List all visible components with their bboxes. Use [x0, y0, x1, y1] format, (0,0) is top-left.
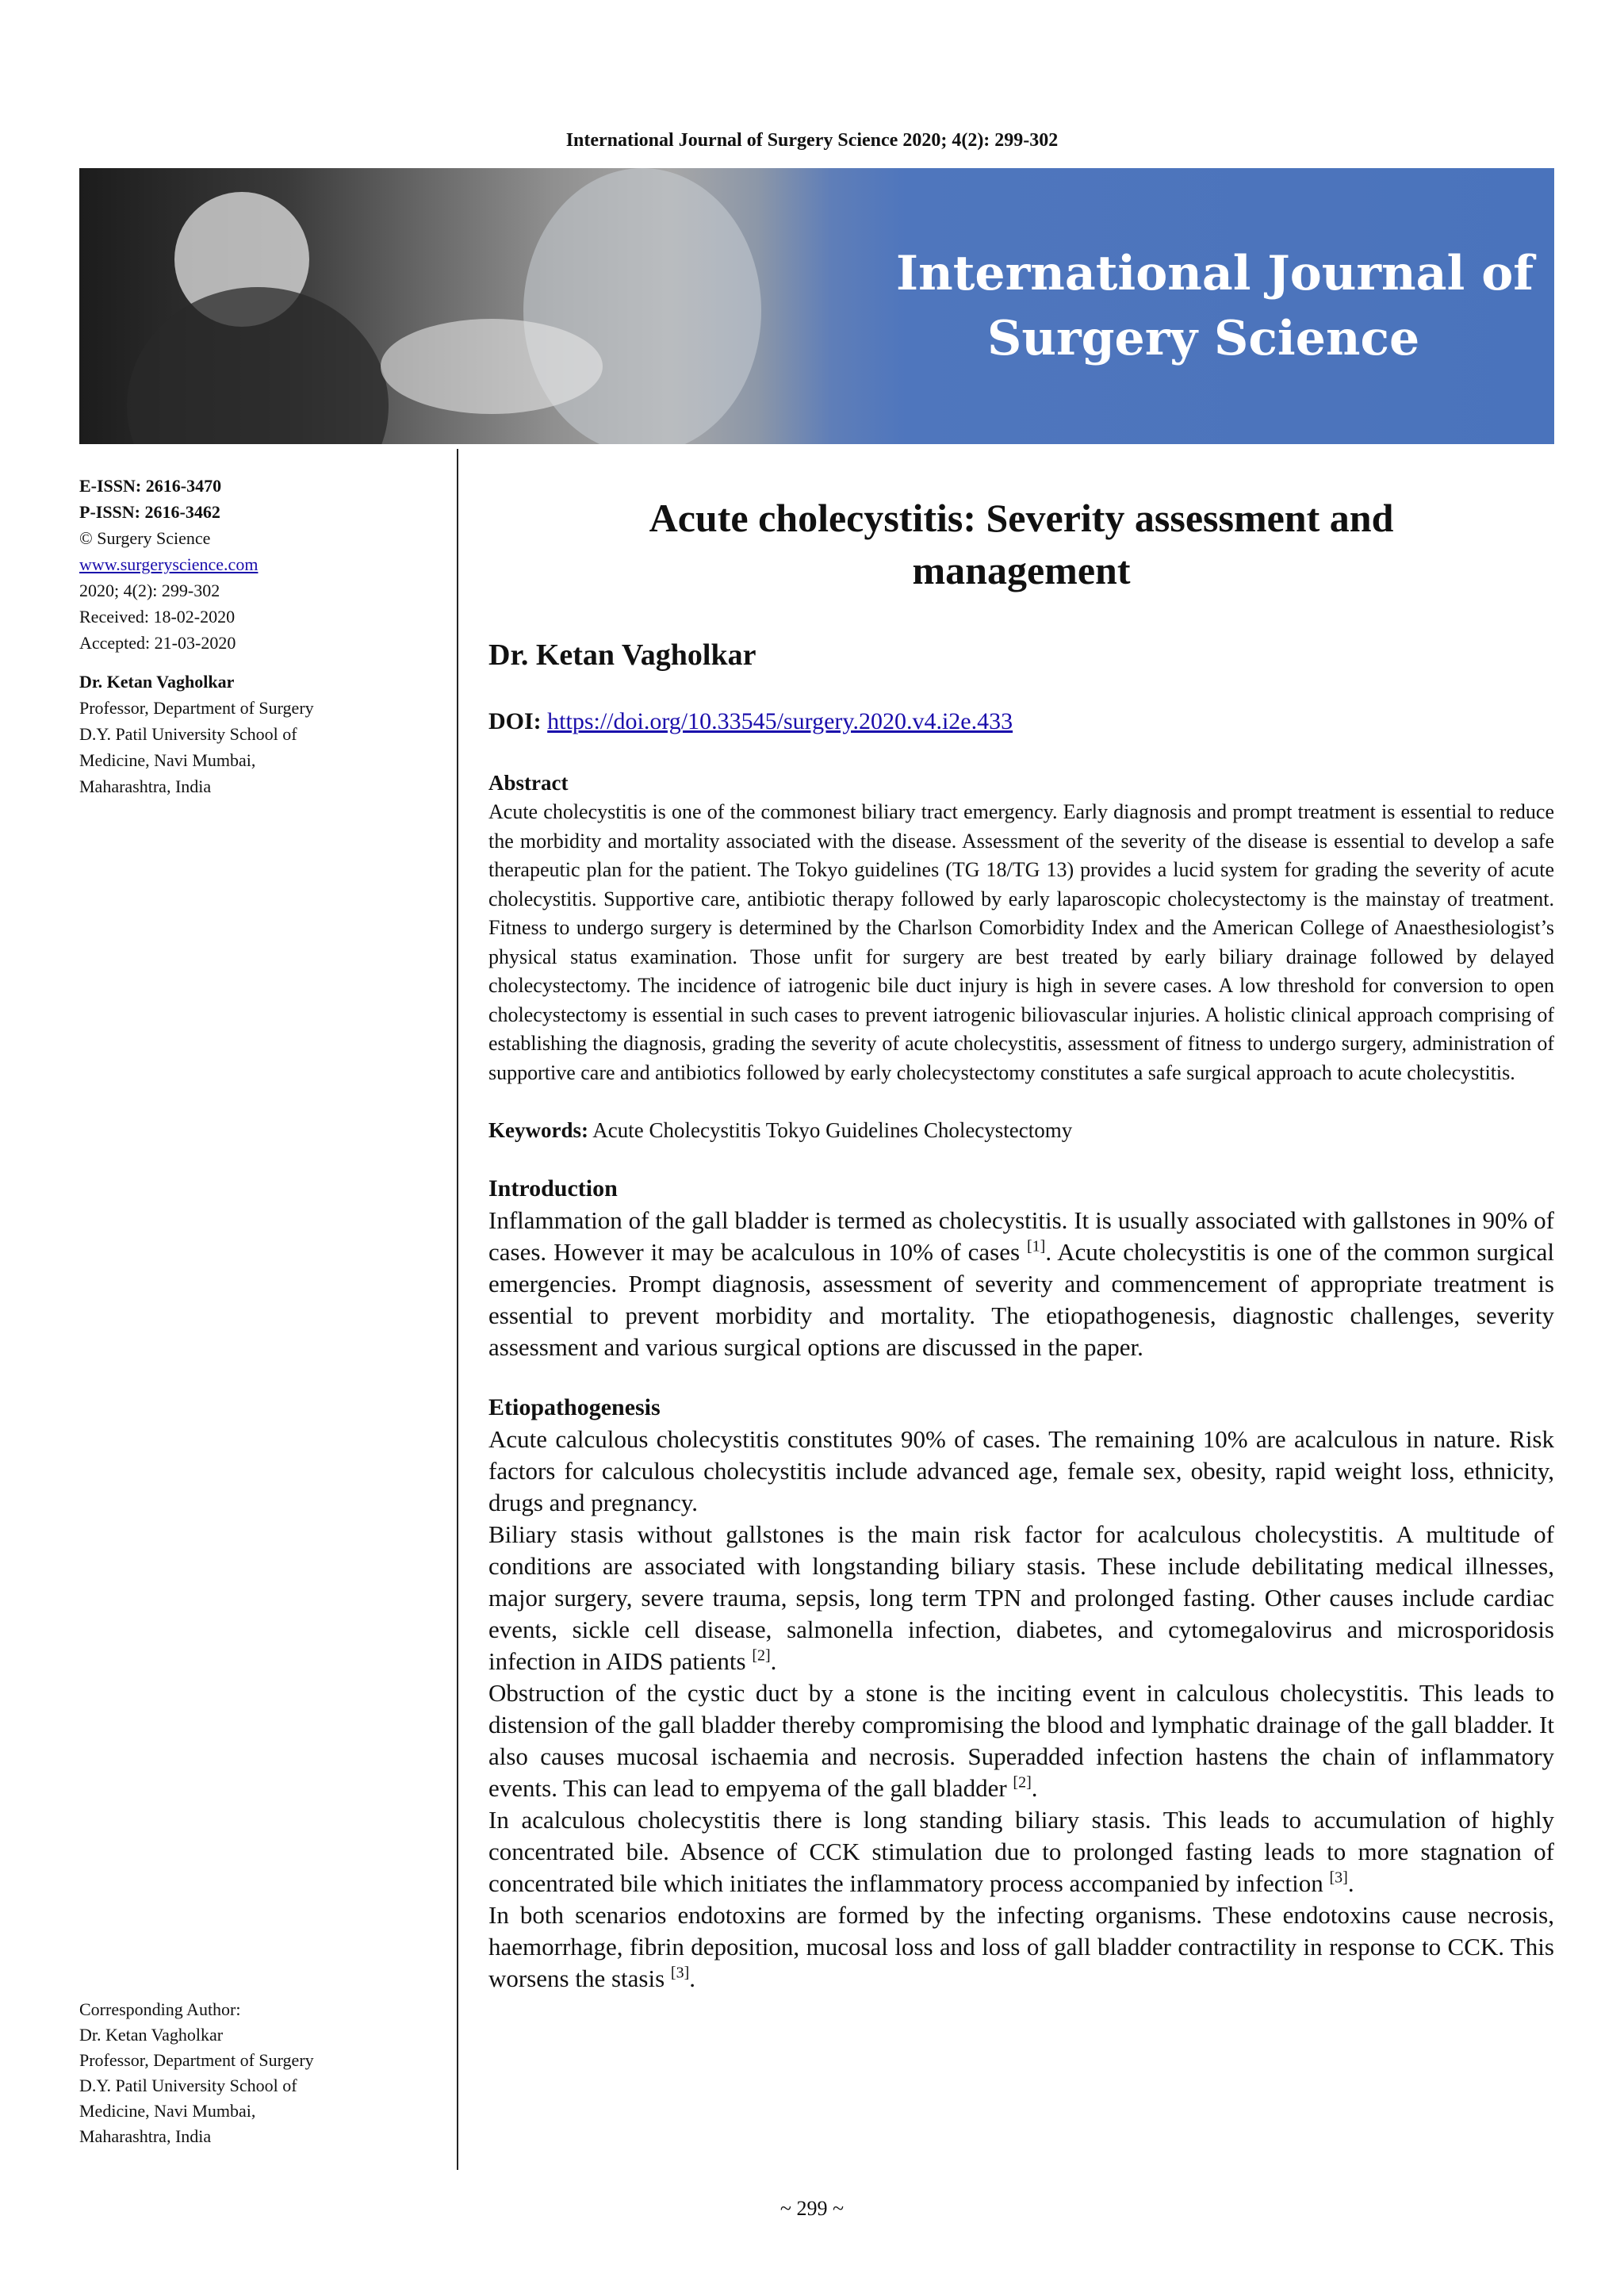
eissn: E-ISSN: 2616-3470 — [79, 476, 222, 496]
corresponding-affiliation-1: Professor, Department of Surgery — [79, 2050, 314, 2070]
keywords-line — [488, 1116, 1554, 1144]
copyright: © Surgery Science — [79, 528, 211, 548]
volume-info: 2020; 4(2): 299-302 — [79, 581, 220, 600]
banner-title-line2: Surgery Science — [987, 311, 1420, 366]
accepted-date: Accepted: 21-03-2020 — [79, 633, 236, 653]
citation-ref: [3] — [670, 1964, 690, 1982]
citation-ref: [2] — [1013, 1773, 1032, 1792]
corresponding-name: Dr. Ketan Vagholkar — [79, 2025, 224, 2045]
author-affiliation-3: Medicine, Navi Mumbai, — [79, 750, 256, 770]
introduction-heading: Introduction — [488, 1175, 618, 1202]
author-affiliation-2: D.Y. Patil University School of — [79, 724, 297, 744]
introduction-paragraph: Inflammation of the gall bladder is termed as cholecystitis. It is usually associated with gallstones in 90% of cases. However it may be acalculous in 10% of cases [1]. Acute cholecystitis is one of the common surgical emergencies. Prompt diagnosis, assessment of severity and commencement of appropriate treatment is essential to prevent morbidity and mortality. The etiopathogenesis, diagnostic challenges, severity assessment and various surgical options are discussed in the paper. — [488, 1206, 1555, 1361]
keywords-text: Acute Cholecystitis Tokyo Guidelines Cholecystectomy — [592, 1118, 1073, 1142]
surgeon-body-shape — [127, 287, 389, 444]
corresponding-author — [79, 1997, 436, 2149]
abstract-text: Acute cholecystitis is one of the commonest biliary tract emergency. Early diagnosis and prompt treatment is essential to reduce the morbidity and mortality associated with the disease. Assessment of the severity of the disease is essential to develop a safe therapeutic plan for the patient. The Tokyo guidelines (TG 18/TG 13) provides a lucid system for grading the severity of acute cholecystitis. Supportive care, antibiotic therapy followed by early laparoscopic cholecystectomy is the mainstay of treatment. Fitness to undergo surgery is determined by the Charlson Comorbidity Index and the American College of Anaesthesiologist’s physical status examination. Those unfit for surgery are best treated by early biliary drainage followed by delayed cholecystectomy. The incidence of iatrogenic bile duct injury is high in severe cases. A low threshold for conversion to open cholecystectomy is essential in such cases to prevent iatrogenic biliovascular injuries. A holistic clinical approach comprising of establishing the diagnosis, grading the severity of acute cholecystitis, assessment of fitness to undergo surgery, administration of supportive care and antibiotics followed by early cholecystectomy constitutes a safe surgical approach to acute cholecystitis. — [488, 800, 1554, 1084]
column-divider — [457, 449, 458, 2170]
author-affiliation-1: Professor, Department of Surgery — [79, 698, 314, 718]
running-header: International Journal of Surgery Science 2020; 4(2): 299-302 — [565, 130, 1059, 151]
etiopathogenesis-paragraph-3: Obstruction of the cystic duct by a stone is the inciting event in calculous cholecystitis. This leads to distension of the gall bladder thereby compromising the blood and lymphatic drainage of the gall bladder. It also causes mucosal ischaemia and necrosis. Superadded infection hastens the chain of inflammatory events. This can lead to empyema of the gall bladder [2]. — [488, 1679, 1554, 1802]
pissn: P-ISSN: 2616-3462 — [79, 502, 220, 522]
etiopathogenesis-paragraph-4: In acalculous cholecystitis there is long standing biliary stasis. This leads to accumulation of highly concentrated bile. Absence of CCK stimulation due to prolonged fasting leads to more stagnation of concentrated bile which initiates the inflammatory process accompanied by infection [3]. — [488, 1806, 1554, 1897]
etiopathogenesis-heading: Etiopathogenesis — [488, 1394, 661, 1420]
corresponding-label: Corresponding Author: — [79, 1999, 241, 2019]
article-title-line2: management — [912, 548, 1131, 592]
etiopathogenesis-paragraph-2: Biliary stasis without gallstones is the main risk factor for acalculous cholecystitis. A multitude of conditions are associated with longstanding biliary stasis. These include debilitating medical illnesses, major surgery, severe trauma, sepsis, long term TPN and prolonged fasting. Other causes include cardiac events, sickle cell disease, salmonella infection, diabetes, and cytomegalovirus and microsporidosis infection in AIDS patients [2]. — [488, 1520, 1554, 1675]
etiopathogenesis-paragraph-5: In both scenarios endotoxins are formed by the infecting organisms. These endotoxins cause necrosis, haemorrhage, fibrin deposition, mucosal loss and loss of gall bladder contractility in response to CCK. This worsens the stasis [3]. — [488, 1901, 1554, 1992]
corresponding-affiliation-2: D.Y. Patil University School of — [79, 2076, 297, 2095]
author-affiliation-4: Maharashtra, India — [79, 776, 212, 796]
website-link[interactable]: www.surgeryscience.com — [79, 554, 259, 574]
page-number: ~ 299 ~ — [779, 2197, 845, 2220]
doi-link[interactable]: https://doi.org/10.33545/surgery.2020.v4.i2e.433 — [547, 708, 1013, 734]
corresponding-affiliation-4: Maharashtra, India — [79, 2126, 212, 2146]
abstract-heading: Abstract — [488, 771, 569, 795]
etiopathogenesis-paragraph-1: Acute calculous cholecystitis constitutes 90% of cases. The remaining 10% are acalculous in nature. Risk factors for calculous cholecystitis include advanced age, female sex, obesity, rapid weight loss, ethnicity, drugs and pregnancy. — [488, 1425, 1554, 1516]
citation-ref: [1] — [1026, 1237, 1046, 1255]
banner-title-line1: International Journal of — [896, 246, 1534, 301]
banner-title — [896, 241, 1534, 371]
corresponding-affiliation-3: Medicine, Navi Mumbai, — [79, 2101, 256, 2121]
citation-ref: [3] — [1329, 1869, 1348, 1887]
keywords-label: Keywords: — [488, 1118, 588, 1142]
doi-line — [488, 706, 1554, 738]
hands-shape — [381, 319, 603, 414]
journal-banner — [79, 168, 1554, 444]
article-title — [488, 492, 1554, 596]
citation-ref: [2] — [752, 1646, 771, 1665]
received-date: Received: 18-02-2020 — [79, 607, 236, 627]
doi-label: DOI: — [488, 708, 542, 734]
sidebar-meta — [79, 473, 436, 799]
article-author: Dr. Ketan Vagholkar — [488, 638, 756, 672]
article-body — [488, 492, 1554, 1995]
author-name: Dr. Ketan Vagholkar — [79, 672, 235, 692]
article-title-line1: Acute cholecystitis: Severity assessment and — [649, 496, 1394, 540]
